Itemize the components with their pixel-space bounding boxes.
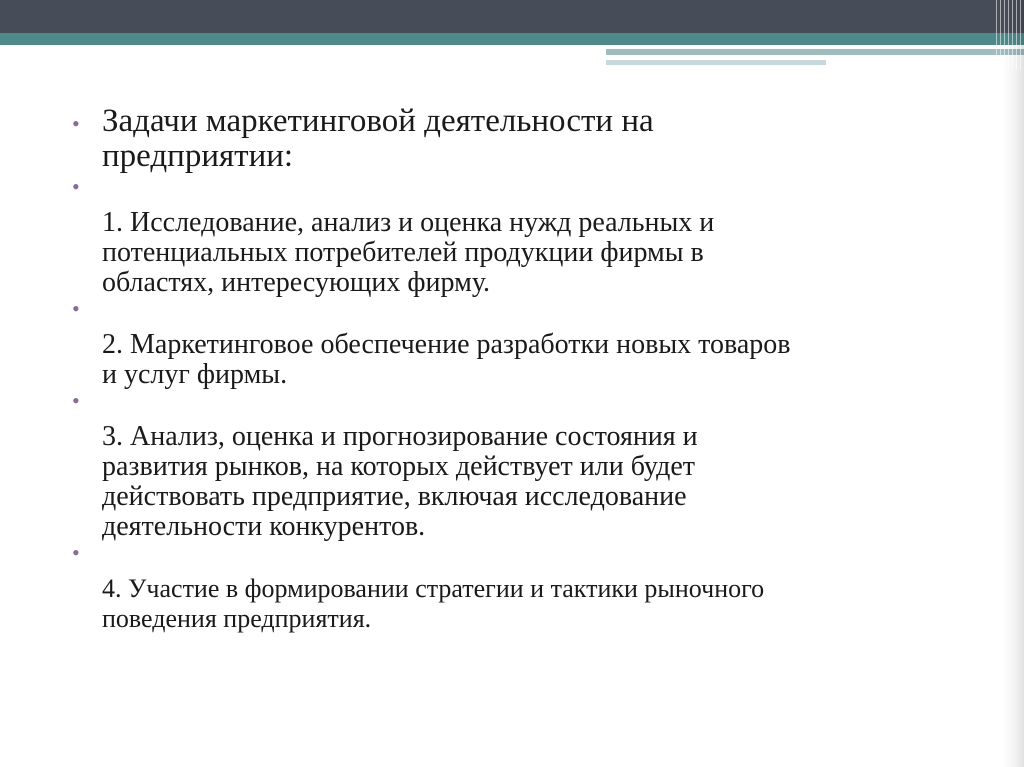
header-teal-band — [0, 33, 1024, 45]
task-text: 2. Маркетинговое обеспечение разработки новых товаров и услуг фирмы. — [102, 329, 791, 390]
slide-heading — [72, 104, 972, 174]
page-edge-lines — [996, 0, 1024, 70]
task-item-2 — [72, 296, 972, 390]
bullet-icon: • — [72, 388, 80, 413]
heading-text: Задачи маркетинговой деятельности на предприятии: — [102, 103, 654, 174]
task-text: 1. Исследование, анализ и оценка нужд реальных и потенциальных потребителей продукции фирмы в областях, интересующих фирму. — [102, 207, 715, 298]
header-accent-strip-short — [606, 60, 826, 65]
bullet-icon: • — [72, 296, 80, 321]
bullet-icon: • — [72, 111, 80, 136]
bullet-icon: • — [72, 174, 80, 199]
page-edge-shadow — [1002, 0, 1024, 767]
task-text: 4. Участие в формировании стратегии и тактики рыночного поведения предприятия. — [102, 574, 765, 633]
task-text: 3. Анализ, оценка и прогнозирование состояния и развития рынков, на которых действует или будет действовать предприятие, включая исследование деятельности конкурентов. — [102, 421, 698, 542]
task-item-3 — [72, 388, 972, 542]
task-item-4 — [72, 540, 972, 634]
task-item-1 — [72, 174, 972, 298]
slide-body — [72, 104, 972, 642]
bullet-icon: • — [72, 540, 80, 565]
header-accent-strip — [606, 49, 1024, 55]
header-dark-band — [0, 0, 1024, 33]
